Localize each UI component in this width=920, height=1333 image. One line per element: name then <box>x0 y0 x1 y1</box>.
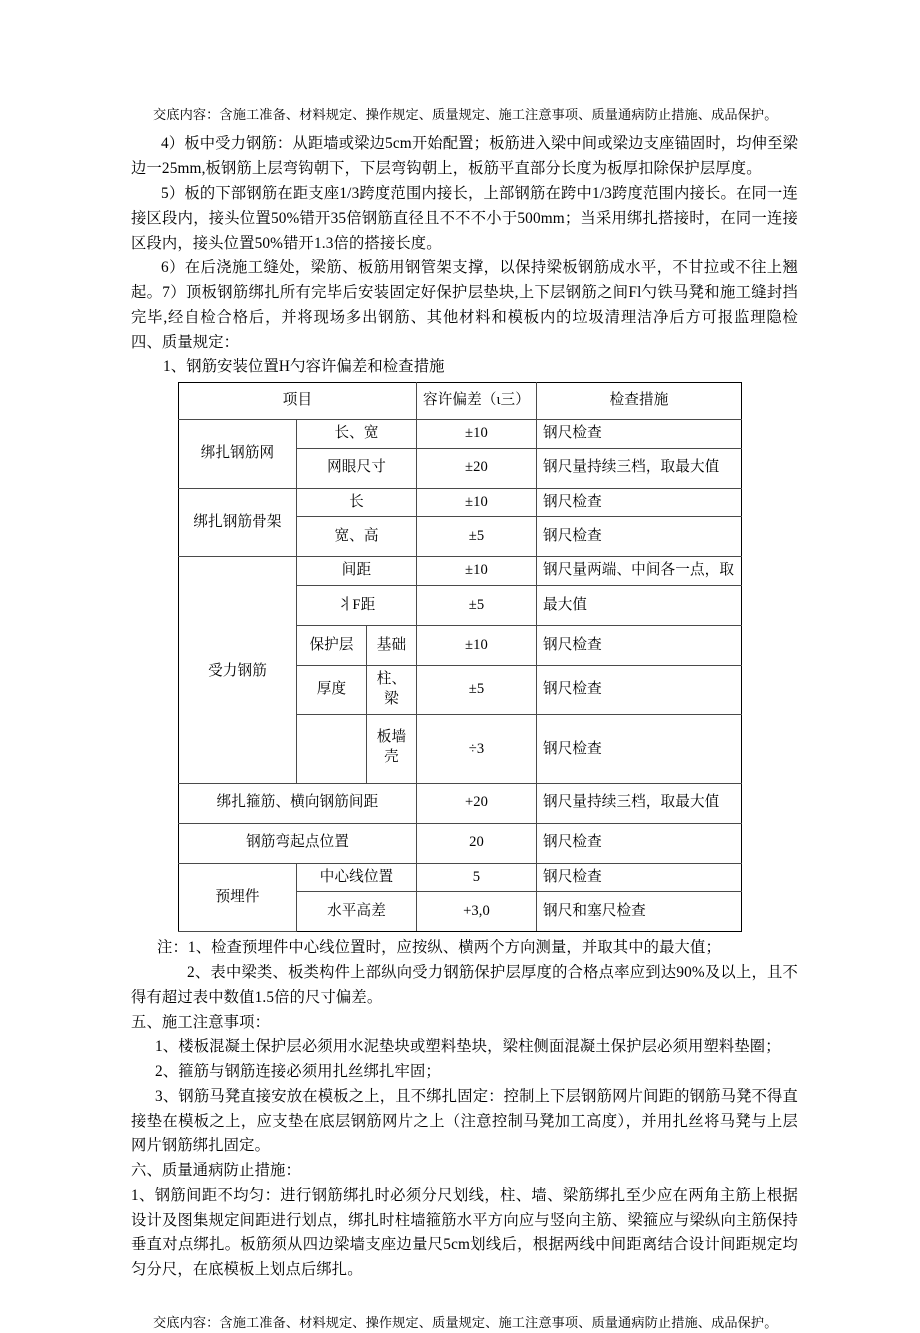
cell-tolerance: ±10 <box>417 488 537 517</box>
cell-subgroup-label: 保护层 <box>297 626 367 666</box>
cell-method: 钢尺和塞尺检查 <box>537 892 742 932</box>
cell-sub: 网眼尺寸 <box>297 448 417 488</box>
note-1-text: 1、检查预埋件中心线位置时，应按纵、横两个方向测量，并取其中的最大值； <box>187 939 721 957</box>
paragraph-6: 6）在后浇施工缝处，梁筋、板筋用钢管架支撑，以保持梁板钢筋成水平，不甘拉或不往上翘起。7）顶板钢筋绑扎所有完毕后安装固定好保护层垫块,上下层钢筋之间Fl勺铁马凳和施工缝封挡完毕,经自检合格后，并将现场多出钢筋、其他材料和模板内的垃圾清理洁净后方可报监理隐检四、质量规定： <box>131 259 798 351</box>
cell-method: 钢尺检查 <box>537 420 742 449</box>
cell-sub: 宽、高 <box>297 517 417 557</box>
cell-tolerance: +20 <box>417 783 537 823</box>
cell-group: 钢筋弯起点位置 <box>179 823 417 863</box>
cell-group: 绑扎钢筋网 <box>179 420 297 489</box>
cell-method: 钢尺检查 <box>537 488 742 517</box>
cell-sub: 间距 <box>297 557 417 586</box>
tolerance-table <box>178 382 742 932</box>
cell-method: 钢尺检查 <box>537 517 742 557</box>
cell-sub: 长 <box>297 488 417 517</box>
cell-method: 钢尺检查 <box>537 823 742 863</box>
cell-sub: 基础 <box>367 626 417 666</box>
header-item: 项目 <box>179 383 417 420</box>
note-line-1 <box>131 936 798 961</box>
cell-method: 钢尺量持续三档，取最大值 <box>537 783 742 823</box>
cell-tolerance: +3,0 <box>417 892 537 932</box>
table-row <box>179 823 742 863</box>
cell-tolerance: ±20 <box>417 448 537 488</box>
cell-method: 最大值 <box>537 586 742 626</box>
cell-method: 钢尺检查 <box>537 626 742 666</box>
cell-group: 预埋件 <box>179 863 297 932</box>
cell-tolerance: 5 <box>417 863 537 892</box>
table-row <box>179 488 742 517</box>
cell-sub: 板墙壳 <box>367 714 417 783</box>
spec-table-wrapper <box>178 382 741 932</box>
footer-disclosure-note: 交底内容：含施工准备、材料规定、操作规定、质量规定、施工注意事项、质量通病防止措施、成品保护。 <box>153 1314 778 1330</box>
table-row <box>179 420 742 449</box>
cell-method: 钢尺检查 <box>537 666 742 714</box>
cell-sub: 水平高差 <box>297 892 417 932</box>
cell-group: 绑扎钢筋骨架 <box>179 488 297 557</box>
cell-tolerance: 20 <box>417 823 537 863</box>
cell-subgroup-label: 厚度 <box>297 666 367 714</box>
header-disclosure-note: 交底内容：含施工准备、材料规定、操作规定、质量规定、施工注意事项、质量通病防止措施、成品保护。 <box>153 107 778 122</box>
cell-method: 钢尺量两端、中间各一点，取 <box>537 557 742 586</box>
table-row <box>179 783 742 823</box>
section-5-item-2: 2、箍筋与钢筋连接必须用扎丝绑扎牢固； <box>155 1063 441 1081</box>
cell-spacer <box>297 714 367 783</box>
cell-tolerance: ±5 <box>417 586 537 626</box>
cell-tolerance: ÷3 <box>417 714 537 783</box>
table-caption: 1、钢筋安装位置H勺容许偏差和检查措施 <box>163 358 445 376</box>
table-row <box>179 557 742 586</box>
section-6-title: 六、质量通病防止措施： <box>131 1162 301 1180</box>
cell-tolerance: ±5 <box>417 517 537 557</box>
paragraph-5: 5）板的下部钢筋在距支座1/3跨度范围内接长，上部钢筋在跨中1/3跨度范围内接长。在同一连接区段内，接头位置50%错开35倍钢筋直径且不不不小于500mm；当采用绑扎搭接时，在同一连接区段内，接头位置50%错开1.3倍的搭接长度。 <box>131 184 798 252</box>
section-6-item-1: 1、钢筋间距不均匀：进行钢筋绑扎时必须分尺划线，柱、墙、梁筋绑扎至少应在两角主筋上根据设计及图集规定间距进行划点，绑扎时柱墙箍筋水平方向应与竖向主筋、梁箍应与梁纵向主筋保持垂直对点绑扎。板筋须从四边梁墙支座边量尺5cm划线后，根据两线中间距离结合设计间距规定均匀分尺，在底模板上划点后绑扎。 <box>131 1186 798 1279</box>
paragraph-4: 4）板中受力钢筋：从距墙或梁边5cm开始配置；板筋进入梁中间或梁边支座锚固时，均伸至梁边一25mm,板钢筋上层弯钩朝下，下层弯钩朝上，板筋平直部分长度为板厚扣除保护层厚度。 <box>131 135 799 178</box>
cell-method: 钢尺检查 <box>537 714 742 783</box>
cell-group: 受力钢筋 <box>179 557 297 783</box>
cell-tolerance: ±10 <box>417 626 537 666</box>
header-method: 检查措施 <box>537 383 742 420</box>
cell-method: 钢尺检查 <box>537 863 742 892</box>
table-header-row <box>179 383 742 420</box>
cell-tolerance: ±10 <box>417 557 537 586</box>
cell-tolerance: ±5 <box>417 666 537 714</box>
section-5-title: 五、施工注意事项： <box>131 1013 271 1031</box>
cell-method: 钢尺量持续三档，取最大值 <box>537 448 742 488</box>
cell-sub: 中心线位置 <box>297 863 417 892</box>
cell-sub: 丬F距 <box>297 586 417 626</box>
table-row <box>179 863 742 892</box>
section-5-item-1: 1、楼板混凝土保护层必须用水泥垫块或塑料垫块，梁柱侧面混凝土保护层必须用塑料垫圈； <box>155 1038 781 1056</box>
header-tolerance: 容许偏差（ι三） <box>417 383 537 420</box>
cell-tolerance: ±10 <box>417 420 537 449</box>
note-label: 注： <box>157 939 188 957</box>
cell-group: 绑扎箍筋、横向钢筋间距 <box>179 783 417 823</box>
note-line-2: 2、表中梁类、板类构件上部纵向受力钢筋保护层厚度的合格点率应到达90%及以上，且不得有超过表中数值1.5倍的尺寸偏差。 <box>131 964 798 1006</box>
section-5-item-3: 3、钢筋马凳直接安放在模板之上，且不绑扎固定：控制上下层钢筋网片间距的钢筋马凳不得直接垫在模板之上，应支垫在底层钢筋网片之上（注意控制马凳加工高度），并用扎丝将马凳与上层网片钢筋绑扎固定。 <box>131 1087 798 1155</box>
cell-sub: 柱、梁 <box>367 666 417 714</box>
cell-sub: 长、宽 <box>297 420 417 449</box>
